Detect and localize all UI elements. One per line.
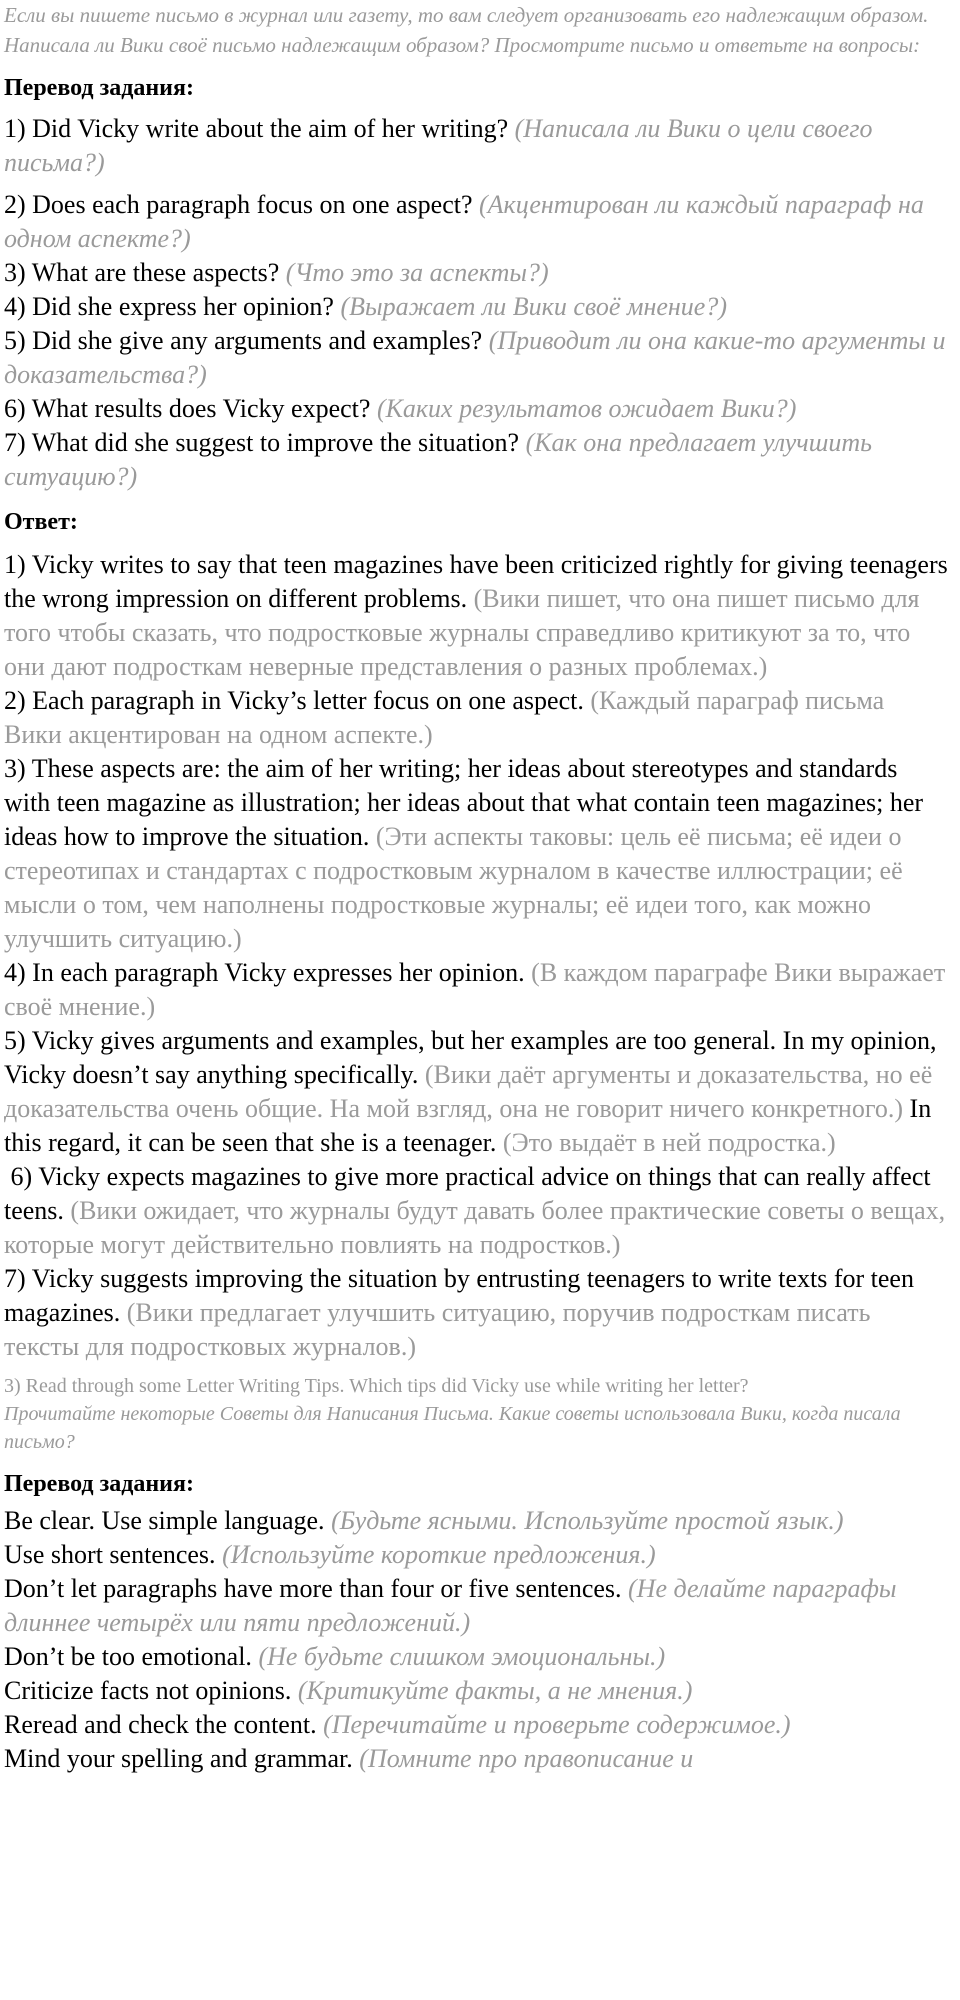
question-3 bbox=[4, 256, 948, 290]
tip-5 bbox=[4, 1674, 948, 1708]
questions-list bbox=[4, 112, 948, 494]
tip-2-en: Use short sentences. bbox=[4, 1540, 216, 1569]
tip-1 bbox=[4, 1504, 948, 1538]
tip-6 bbox=[4, 1708, 948, 1742]
question-3-ru: (Что это за аспекты?) bbox=[285, 258, 549, 287]
answer-1-en: 1) Vicky writes to say that teen magazines have been criticized rightly for giving teenagers the wrong impression on different problems. bbox=[4, 550, 948, 613]
question-2-ru: (Акцентирован ли каждый параграф на одном аспекте?) bbox=[4, 190, 924, 253]
question-4 bbox=[4, 290, 948, 324]
task-3-question bbox=[4, 1372, 948, 1456]
question-1-en: 1) Did Vicky write about the aim of her writing? bbox=[4, 114, 509, 143]
translation-heading-2: Перевод задания: bbox=[4, 1471, 194, 1497]
answer-1 bbox=[4, 548, 948, 684]
question-3-en: 3) What are these aspects? bbox=[4, 258, 280, 287]
answer-5 bbox=[4, 1024, 948, 1160]
answer-3-ru: (Эти аспекты таковы: цель её письма; её идеи о стереотипах и стандартах с подростковым журналом в качестве иллюстрации; её мысли о том, чем наполнены подростковые журналы; её идеи того, как можно улучшить ситуацию.) bbox=[4, 822, 903, 953]
answer-5-en: 5) Vicky gives arguments and examples, but her examples are too general. In my opinion, Vicky doesn’t say anything specifically. bbox=[4, 1026, 937, 1089]
answer-7-ru: (Вики предлагает улучшить ситуацию, поручив подросткам писать тексты для подростковых журналов.) bbox=[4, 1298, 871, 1361]
question-1-ru: (Написала ли Вики о цели своего письма?) bbox=[4, 114, 873, 177]
tip-2 bbox=[4, 1538, 948, 1572]
tip-3 bbox=[4, 1572, 948, 1640]
answer-6-ru: (Вики ожидает, что журналы будут давать более практические советы о вещах, которые могут действительно повлиять на подростков.) bbox=[4, 1196, 946, 1259]
tip-3-en: Don’t let paragraphs have more than four or five sentences. bbox=[4, 1574, 622, 1603]
question-2-en: 2) Does each paragraph focus on one aspect? bbox=[4, 190, 473, 219]
question-1 bbox=[4, 112, 948, 180]
intro-line-1: Если вы пишете письмо в журнал или газету, то вам следует организовать его надлежащим образом. bbox=[4, 3, 929, 27]
question-5-ru: (Приводит ли она какие-то аргументы и доказательства?) bbox=[4, 326, 946, 389]
question-2 bbox=[4, 188, 948, 256]
question-5-en: 5) Did she give any arguments and examples? bbox=[4, 326, 483, 355]
tip-4-ru: (Не будьте слишком эмоциональны.) bbox=[258, 1642, 666, 1671]
question-7-ru: (Как она предлагает улучшить ситуацию?) bbox=[4, 428, 872, 491]
task-3-ru: Прочитайте некоторые Советы для Написания Письма. Какие советы использовала Вики, когда писала письмо? bbox=[4, 1403, 901, 1453]
intro-text bbox=[4, 0, 948, 60]
answer-3 bbox=[4, 752, 948, 956]
answer-7-en: 7) Vicky suggests improving the situation by entrusting teenagers to write texts for teen magazines. bbox=[4, 1264, 914, 1327]
answer-6 bbox=[4, 1160, 948, 1262]
answers-list bbox=[4, 548, 948, 1364]
answer-1-ru: (Вики пишет, что она пишет письмо для того чтобы сказать, что подростковые журналы справедливо критикуют за то, что они дают подросткам неверные представления о разных проблемах.) bbox=[4, 584, 920, 681]
tip-4 bbox=[4, 1640, 948, 1674]
tip-6-ru: (Перечитайте и проверьте содержимое.) bbox=[323, 1710, 791, 1739]
tip-2-ru: (Используйте короткие предложения.) bbox=[222, 1540, 656, 1569]
question-7 bbox=[4, 426, 948, 494]
tip-4-en: Don’t be too emotional. bbox=[4, 1642, 252, 1671]
tip-7 bbox=[4, 1742, 948, 1776]
question-5 bbox=[4, 324, 948, 392]
question-4-ru: (Выражает ли Вики своё мнение?) bbox=[340, 292, 727, 321]
tip-3-ru: (Не делайте параграфы длиннее четырёх или пяти предложений.) bbox=[4, 1574, 897, 1637]
answer-4-en: 4) In each paragraph Vicky expresses her opinion. bbox=[4, 958, 525, 987]
question-7-en: 7) What did she suggest to improve the situation? bbox=[4, 428, 520, 457]
question-6-en: 6) What results does Vicky expect? bbox=[4, 394, 371, 423]
tip-5-ru: (Критикуйте факты, а не мнения.) bbox=[297, 1676, 693, 1705]
question-6 bbox=[4, 392, 948, 426]
answer-3-en: 3) These aspects are: the aim of her writing; her ideas about stereotypes and standards with teen magazine as illustration; her ideas about that what contain teen magazines; her ideas how to improve the situation. bbox=[4, 754, 924, 851]
tip-1-ru: (Будьте ясными. Используйте простой язык.) bbox=[331, 1506, 844, 1535]
answer-2-ru: (Каждый параграф письма Вики акцентирован на одном аспекте.) bbox=[4, 686, 885, 749]
tip-5-en: Criticize facts not opinions. bbox=[4, 1676, 292, 1705]
tips-list bbox=[4, 1504, 948, 1776]
answer-heading: Ответ: bbox=[4, 509, 78, 535]
tip-7-ru: (Помните про правописание и bbox=[359, 1744, 694, 1773]
answer-5-ru: (Вики даёт аргументы и доказательства, но её доказательства очень общие. На мой взгляд, она не говорит ничего конкретного.) bbox=[4, 1060, 933, 1123]
tip-6-en: Reread and check the content. bbox=[4, 1710, 317, 1739]
answer-6-en: 6) Vicky expects magazines to give more practical advice on things that can really affect teens. bbox=[4, 1162, 931, 1225]
tip-1-en: Be clear. Use simple language. bbox=[4, 1506, 325, 1535]
tip-7-en: Mind your spelling and grammar. bbox=[4, 1744, 353, 1773]
answer-4 bbox=[4, 956, 948, 1024]
answer-5b-ru: (Это выдаёт в ней подростка.) bbox=[502, 1128, 836, 1157]
translation-heading: Перевод задания: bbox=[4, 75, 194, 101]
question-6-ru: (Каких результатов ожидает Вики?) bbox=[376, 394, 797, 423]
question-4-en: 4) Did she express her opinion? bbox=[4, 292, 334, 321]
task-3-en: 3) Read through some Letter Writing Tips. Which tips did Vicky use while writing her letter? bbox=[4, 1375, 749, 1397]
answer-5b-en: In this regard, it can be seen that she is a teenager. bbox=[4, 1094, 932, 1157]
intro-line-2: Написала ли Вики своё письмо надлежащим образом? Просмотрите письмо и ответьте на вопросы: bbox=[4, 33, 921, 57]
answer-7 bbox=[4, 1262, 948, 1364]
answer-2 bbox=[4, 684, 948, 752]
answer-4-ru: (В каждом параграфе Вики выражает своё мнение.) bbox=[4, 958, 946, 1021]
answer-2-en: 2) Each paragraph in Vicky’s letter focus on one aspect. bbox=[4, 686, 584, 715]
